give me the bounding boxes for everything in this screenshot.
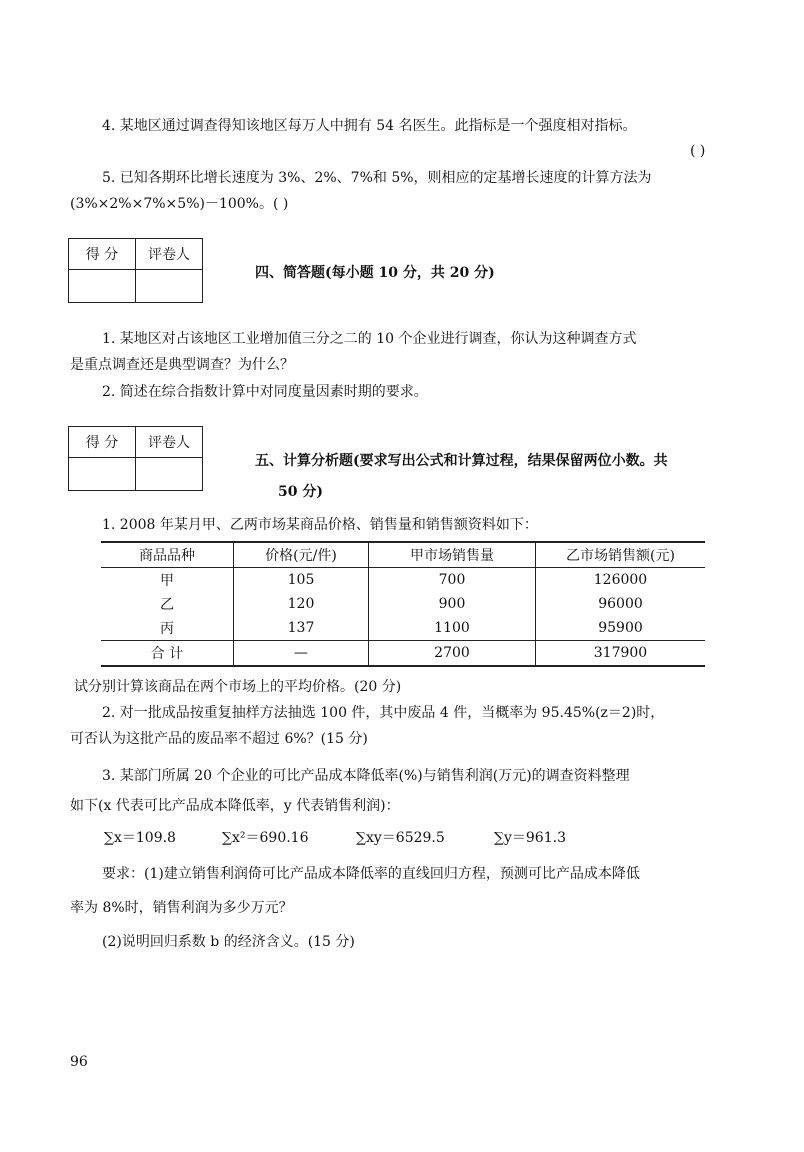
table-cell: 317900 — [536, 641, 706, 667]
section-5-title-line-1: 五、计算分析题(要求写出公式和计算过程，结果保留两位小数。共 — [255, 453, 668, 469]
question-4: 4. 某地区通过调查得知该地区每万人中拥有 54 名医生。此指标是一个强度相对指标。 — [102, 118, 637, 134]
grader-cell — [136, 270, 203, 303]
section-4-question-1-line-2: 是重点调查还是典型调查？为什么？ — [70, 357, 294, 373]
table-cell: 1100 — [369, 616, 536, 641]
question-4-answer-paren: ( ) — [690, 143, 706, 159]
section-5-question-2-line-1: 2. 对一批成品按重复抽样方法抽选 100 件，其中废品 4 件，当概率为 95.45%(z＝2)时， — [102, 705, 665, 721]
score-label: 得 分 — [69, 427, 136, 458]
grader-label: 评卷人 — [136, 427, 203, 458]
section-5-question-3-line-1: 3. 某部门所属 20 个企业的可比产品成本降低率(%)与销售利润(万元)的调查资料整理 — [102, 768, 630, 784]
table-cell: 2700 — [369, 641, 536, 667]
table-cell: 900 — [369, 592, 536, 616]
section-5-question-3-line-2: 如下(x 代表可比产品成本降低率，y 代表销售利润)： — [70, 798, 400, 814]
score-cell — [69, 458, 136, 491]
sum-xy: ∑xy＝6529.5 — [356, 830, 445, 846]
table-total-row — [101, 641, 705, 667]
section-4-question-2: 2. 简述在综合指数计算中对同度量因素时期的要求。 — [102, 384, 428, 400]
section-4-title: 四、简答题(每小题 10 分，共 20 分) — [255, 265, 495, 281]
sum-y: ∑y＝961.3 — [494, 830, 566, 846]
table-cell: 120 — [234, 592, 369, 616]
question-5-line-1: 5. 已知各期环比增长速度为 3%、2%、7%和 5%，则相应的定基增长速度的计算方法为 — [102, 170, 652, 186]
page-number: 96 — [70, 1054, 88, 1070]
table-cell: 137 — [234, 616, 369, 641]
question-5-line-2: (3%×2%×7%×5%)－100%。( ) — [70, 196, 289, 212]
table-header: 价格(元/件) — [234, 542, 369, 568]
table-cell: — — [234, 641, 369, 667]
score-cell — [69, 270, 136, 303]
table-header-row — [101, 542, 705, 568]
sum-x: ∑x＝109.8 — [104, 830, 176, 846]
table-row — [101, 592, 705, 616]
table-cell: 甲 — [160, 573, 174, 589]
table-cell: 合 计 — [150, 646, 184, 662]
section-5-title-line-2: 50 分) — [278, 484, 323, 500]
sum-x-squared: ∑x²＝690.16 — [222, 830, 309, 846]
market-data-table — [101, 541, 705, 667]
section-4-question-1-line-1: 1. 某地区对占该地区工业增加值三分之二的 10 个企业进行调查，你认为这种调查方式 — [102, 331, 637, 347]
table-header: 乙市场销售额(元) — [536, 542, 706, 568]
table-row — [101, 616, 705, 641]
score-box-section-4 — [68, 238, 203, 303]
score-label: 得 分 — [69, 239, 136, 270]
requirement-line-1: 要求：(1)建立销售利润倚可比产品成本降低率的直线回归方程，预测可比产品成本降低 — [102, 866, 640, 882]
table-cell: 95900 — [536, 616, 706, 641]
table-cell: 105 — [234, 568, 369, 593]
section-5-question-1-intro: 1. 2008 年某月甲、乙两市场某商品价格、销售量和销售额资料如下： — [102, 517, 538, 533]
score-box-section-5 — [68, 426, 203, 491]
table-header: 商品品种 — [139, 548, 195, 564]
requirement-line-2: 率为 8%时，销售利润为多少万元？ — [70, 900, 293, 916]
section-5-question-1-ask: 试分别计算该商品在两个市场上的平均价格。(20 分) — [74, 679, 402, 695]
table-row — [101, 568, 705, 593]
section-5-question-2-line-2: 可否认为这批产品的废品率不超过 6%？(15 分) — [70, 731, 368, 747]
table-cell: 乙 — [160, 597, 174, 613]
table-cell: 丙 — [160, 621, 174, 637]
table-cell: 700 — [369, 568, 536, 593]
table-header: 甲市场销售量 — [369, 542, 536, 568]
grader-label: 评卷人 — [136, 239, 203, 270]
grader-cell — [136, 458, 203, 491]
table-cell: 126000 — [536, 568, 706, 593]
table-cell: 96000 — [536, 592, 706, 616]
requirement-line-3: (2)说明回归系数 b 的经济含义。(15 分) — [102, 934, 355, 950]
